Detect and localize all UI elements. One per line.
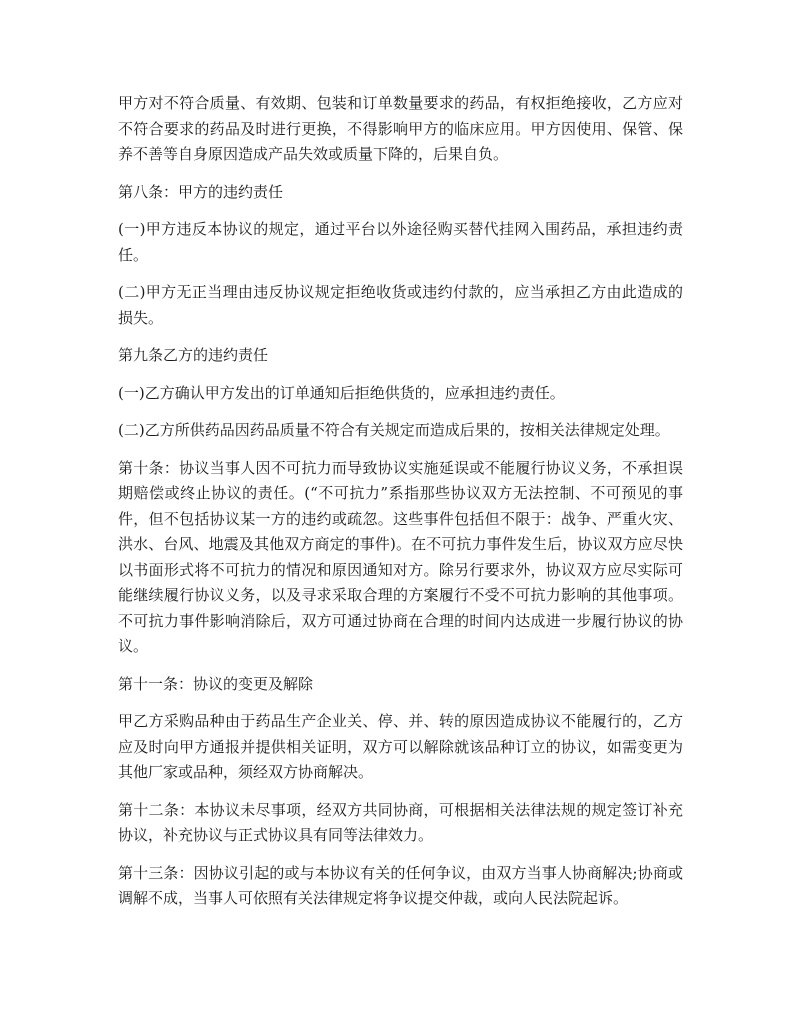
heading-article-11: 第十一条：协议的变更及解除 [118,674,314,693]
paragraph-article-8-item-1: (一)甲方违反本协议的规定，通过平台以外途径购买替代挂网入围药品，承担违约责任。 [118,220,683,264]
heading-article-9: 第九条乙方的违约责任 [118,346,269,364]
paragraph-article-10: 第十条：协议当事人因不可抗力而导致协议实施延误或不能履行协议义务，不承担误期赔偿或终止协议的责任。(“不可抗力”系指那些协议双方无法控制、不可预见的事件，但不包括协议某一方的违约或疏忽。这些事件包括但不限于：战争、严重火灾、洪水、台风、地震及其他双方商定的事件)。在不可抗力事件发生后，协议双方应尽快以书面形式将不可抗力的情况和原因通知对方。除另行要求外，协议双方应尽实际可能继续履行协议义务，以及寻求采取合理的方案履行不受不可抗力影响的其他事项。不可抗力事件影响消除后，双方可通过协商在合理的时间内达成进一步履行协议的协议。 [118,458,683,655]
paragraph-article-13: 第十三条：因协议引起的或与本协议有关的任何争议，由双方当事人协商解决;协商或调解不成，当事人可依照有关法律规定将争议提交仲裁，或向人民法院起诉。 [118,863,683,907]
paragraph-article-8-item-2: (二)甲方无正当理由违反协议规定拒绝收货或违约付款的，应当承担乙方由此造成的损失。 [118,283,683,327]
paragraph-article-9-item-1: (一)乙方确认甲方发出的订单通知后拒绝供货的，应承担违约责任。 [118,383,565,402]
paragraph-quality-rejection: 甲方对不符合质量、有效期、包装和订单数量要求的药品，有权拒绝接收，乙方应对不符合要求的药品及时进行更换，不得影响甲方的临床应用。甲方因使用、保管、保养不善等自身原因造成产品失效或质量下降的，后果自负。 [118,94,683,163]
heading-article-8: 第八条：甲方的违约责任 [118,182,284,201]
paragraph-article-9-item-2: (二)乙方所供药品因药品质量不符合有关规定而造成后果的，按相关法律规定处理。 [118,421,670,439]
paragraph-article-12: 第十二条：本协议未尽事项，经双方共同协商，可根据相关法律法规的规定签订补充协议，补充协议与正式协议具有同等法律效力。 [118,800,683,844]
paragraph-article-11: 甲乙方采购品种由于药品生产企业关、停、并、转的原因造成协议不能履行的，乙方应及时向甲方通报并提供相关证明，双方可以解除就该品种订立的协议，如需变更为其他厂家或品种，须经双方协商解决。 [118,712,683,781]
document-body [118,91,683,924]
